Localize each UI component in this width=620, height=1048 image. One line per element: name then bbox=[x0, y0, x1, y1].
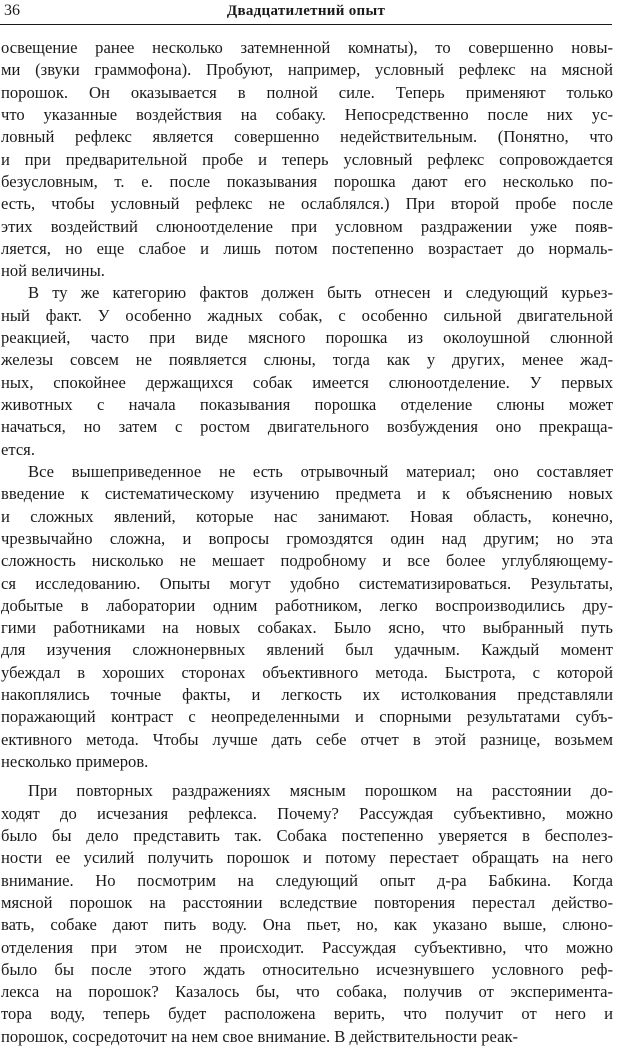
text-line: ляется, но еще слабое и лишь потом постепенно возрастает до нормаль- bbox=[1, 238, 613, 258]
text-line: освещение ранее несколько затемненной комнаты), то совершенно новы- bbox=[1, 38, 613, 57]
text-line: отделения при этом не происходит. Рассуждая субъективно, что можно bbox=[1, 937, 613, 957]
text-line: несколько примеров. bbox=[1, 752, 149, 771]
text-line: есть, чтобы условный рефлекс не ослаблялся.) При второй пробе после bbox=[1, 194, 613, 214]
text-line: порошок. Он оказывается в полной силе. Теперь применяют только bbox=[1, 82, 613, 102]
text-line: введение к систематическому изучению предмета и к объяснению новых bbox=[1, 484, 613, 504]
text-line: реакцией, часто при виде мясного порошка из околоушной слюнной bbox=[1, 328, 613, 348]
paragraph bbox=[1, 780, 613, 1048]
text-line: мясной порошок на расстоянии вследствие повторения перестал действо- bbox=[1, 892, 613, 912]
text-line: было бы дело представить так. Собака постепенно уверяется в бесполез- bbox=[1, 825, 613, 845]
text-line: тора воду, теперь будет расположена верить, что получит от него и bbox=[1, 1004, 613, 1024]
text-line: убеждал в хороших сторонах объективного метода. Быстрота, с которой bbox=[1, 662, 613, 682]
text-line: лекса на порошок? Казалось бы, что собака, получив от эксперимента- bbox=[1, 982, 613, 1002]
text-line: животных с начала показывания порошка отделение слюны может bbox=[1, 395, 613, 414]
text-line: ловный рефлекс является совершенно недействительным. (Понятно, что bbox=[1, 127, 613, 147]
paragraph bbox=[1, 37, 613, 282]
text-line: ный факт. У особенно жадных собак, с особенно сильной двигательной bbox=[1, 305, 613, 325]
text-line: Все вышеприведенное не есть отрывочный материал; оно составляет bbox=[28, 461, 613, 481]
text-line: накоплялись точные факты, и легкость их истолкования представляли bbox=[1, 685, 613, 705]
text-line: При повторных раздражениях мясным порошком на расстоянии до- bbox=[28, 781, 613, 801]
body-text bbox=[1, 37, 613, 1048]
text-line: начаться, но затем с ростом двигательного возбуждения оно прекраща- bbox=[1, 417, 613, 437]
text-line: ется. bbox=[1, 439, 35, 459]
text-line: и сложных явлений, которые нас занимают. Новая область, конечно, bbox=[1, 506, 613, 526]
text-line: ности ее усилий получить порошок и потому перестает обращать на него bbox=[1, 848, 613, 868]
page-header bbox=[0, 0, 612, 25]
text-line: поражающий контраст с неопределенными и спорными результатами субъ- bbox=[1, 707, 613, 727]
text-line: гими работниками на новых собаках. Было ясно, что выбранный путь bbox=[1, 618, 613, 638]
paragraph bbox=[1, 461, 613, 773]
paragraph bbox=[1, 282, 613, 461]
text-line: добытые в лаборатории одним работником, легко воспроизводились дру- bbox=[1, 595, 613, 615]
text-line: сложность нисколько не мешает подробному и все более углубляющему- bbox=[1, 551, 613, 571]
text-line: внимание. Но посмотрим на следующий опыт д-ра Бабкина. Когда bbox=[1, 870, 613, 890]
text-line: ективного метода. Чтобы лучше дать себе отчет в этой разнице, возьмем bbox=[1, 729, 613, 749]
page-number: 36 bbox=[4, 2, 20, 19]
text-line: вать, собаке дают пить воду. Она пьет, но, как указано выше, слюно- bbox=[1, 915, 613, 935]
text-line: В ту же категорию фактов должен быть отнесен и следующий курьез- bbox=[28, 283, 613, 303]
text-line: железы совсем не появляется слюны, тогда как у других, менее жад- bbox=[1, 350, 613, 370]
text-line: ной величины. bbox=[1, 261, 105, 281]
text-line: было бы после этого ждать относительно исчезнувшего условного реф- bbox=[1, 959, 613, 979]
text-line: для изучения сложнонервных явлений был удачным. Каждый момент bbox=[1, 640, 613, 660]
text-line: этих воздействий слюноотделение при условном раздражении уже появ- bbox=[1, 216, 613, 236]
text-line: и при предварительной пробе и теперь условный рефлекс сопровождается bbox=[1, 149, 613, 169]
running-title: Двадцатилетний опыт bbox=[226, 3, 386, 19]
text-line: ся исследованию. Опыты могут удобно систематизироваться. Результаты, bbox=[1, 573, 613, 593]
text-line: ходят до исчезания рефлекса. Почему? Рассуждая субъективно, можно bbox=[1, 803, 613, 823]
text-line: порошок, сосредоточит на нем свое внимание. В действительности реак- bbox=[1, 1026, 519, 1046]
text-line: ми (звуки граммофона). Пробуют, например, условный рефлекс на мясной bbox=[1, 60, 613, 80]
text-line: безусловным, т. е. после показывания порошка дают его несколько по- bbox=[1, 171, 613, 191]
text-line: чрезвычайно сложна, и вопросы громоздятся один над другим; но эта bbox=[1, 528, 613, 548]
text-line: что указанные воздействия на собаку. Непосредственно после них ус- bbox=[1, 104, 613, 124]
text-line: ных, спокойнее держащихся собак имеется слюноотделение. У первых bbox=[1, 372, 613, 392]
